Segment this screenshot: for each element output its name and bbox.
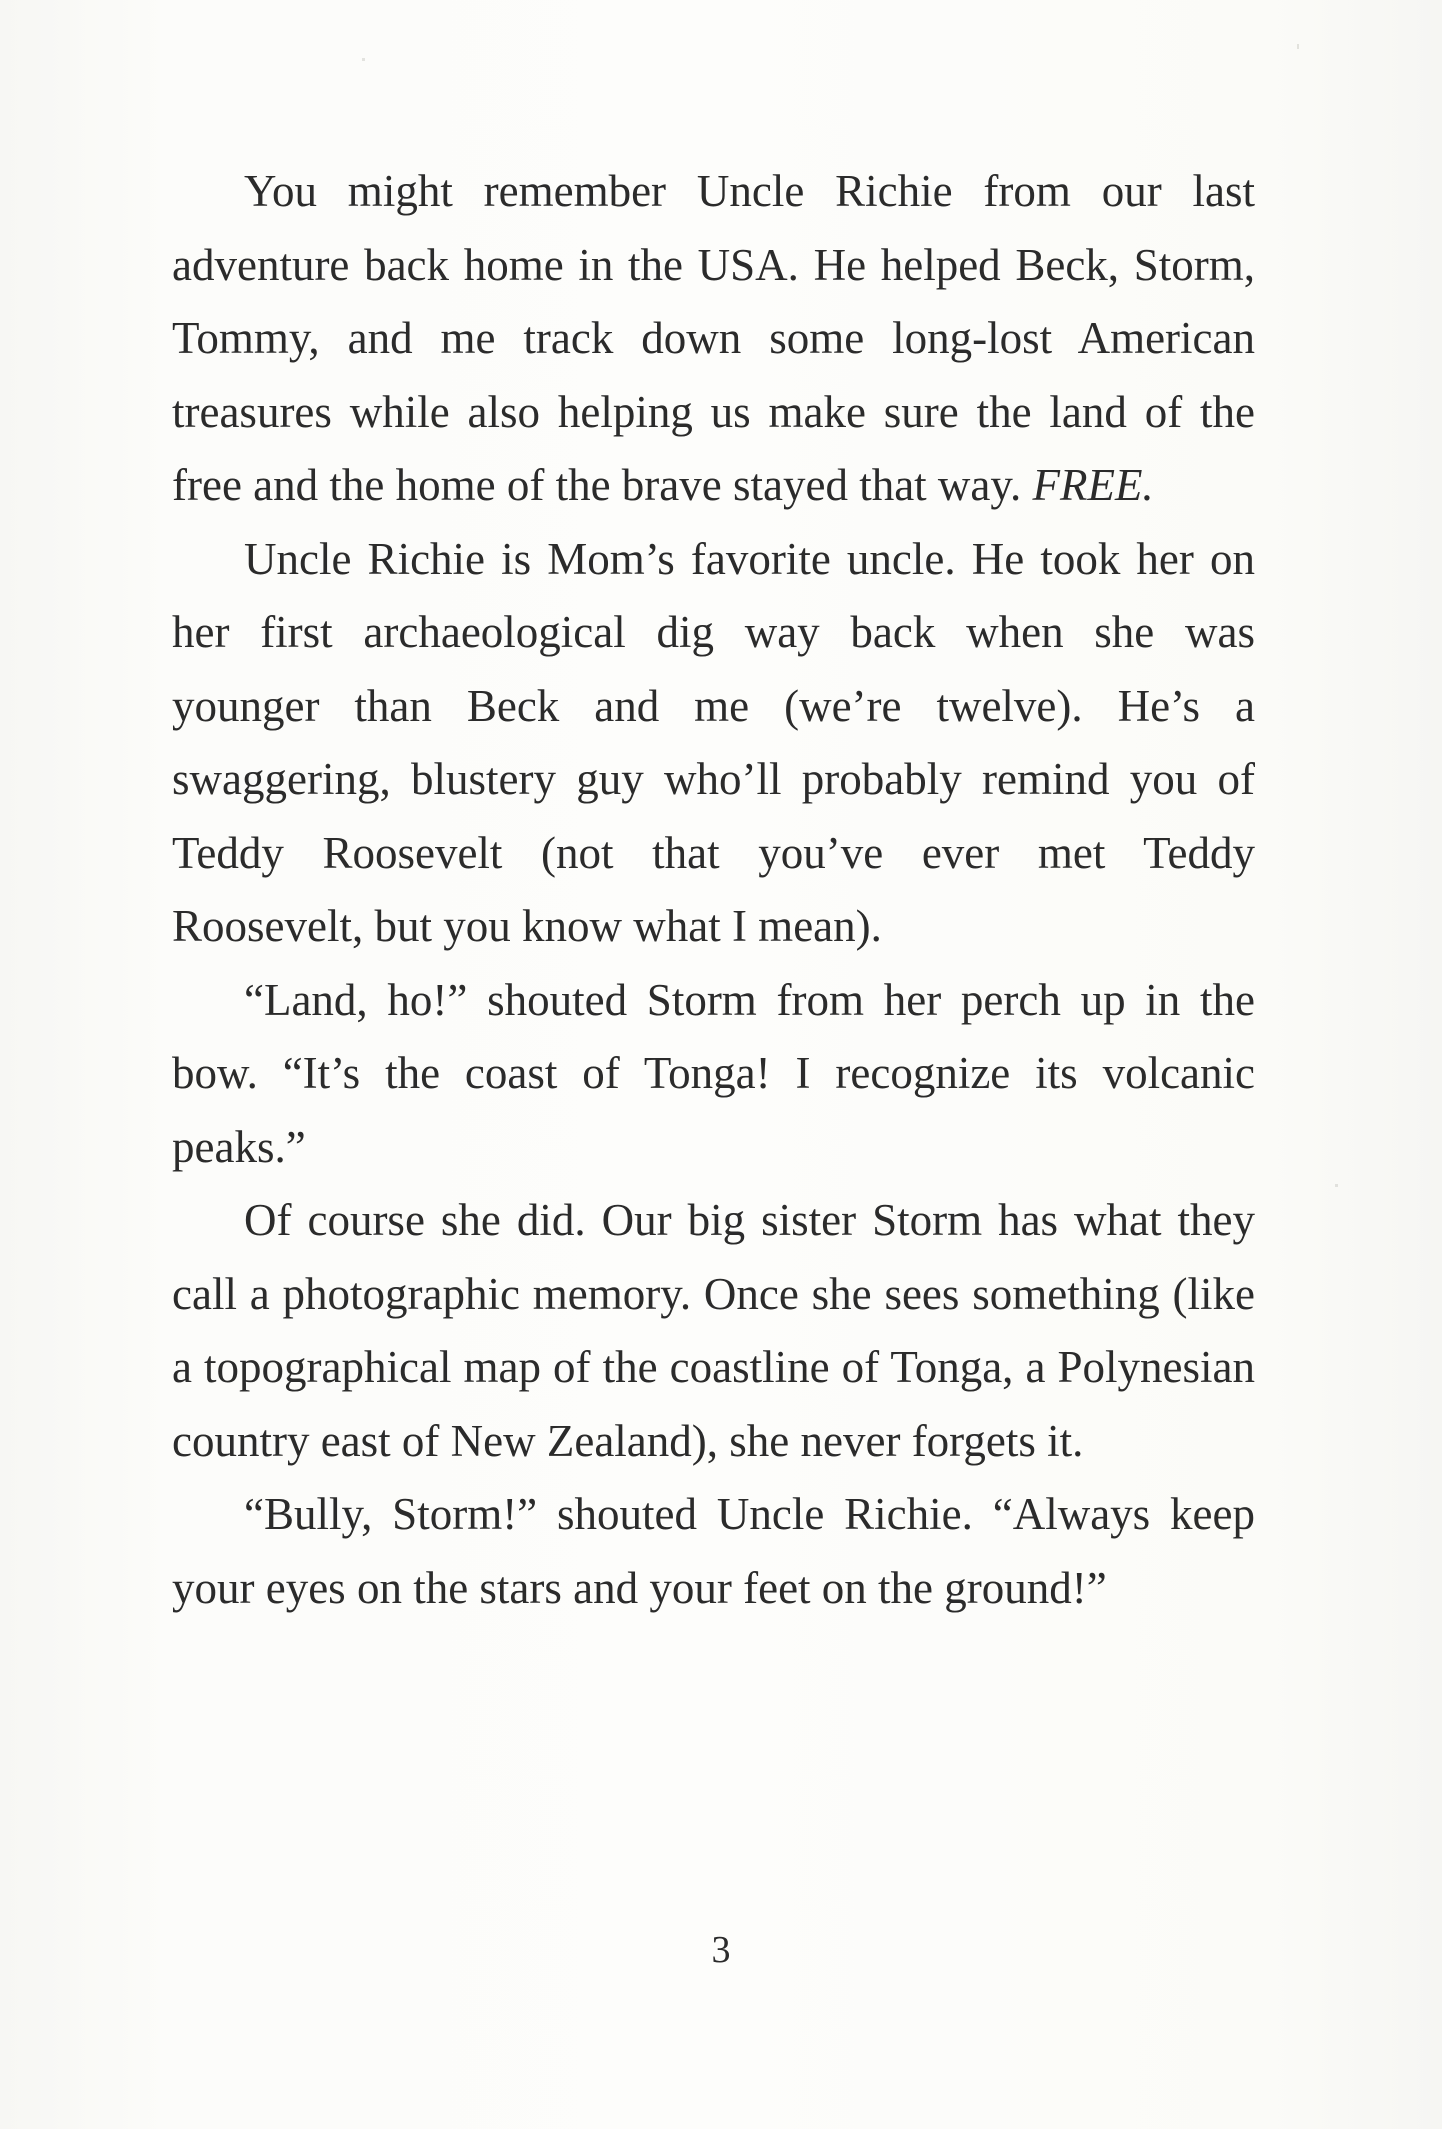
scan-speck bbox=[1335, 1184, 1338, 1187]
page-number: 3 bbox=[711, 1929, 731, 1971]
paragraph-text: Uncle Richie is Mom’s favorite uncle. He took her on her first archaeological dig way back when she was younger than Beck and me (we’re twelve). He’s a swaggering, blustery guy who’ll probably remind you of Teddy Roosevelt (not that you’ve ever met Teddy Roosevelt, but you know what I mean). bbox=[172, 533, 1255, 951]
emphasis-text: FREE. bbox=[1032, 460, 1154, 510]
paragraph-text: “Land, ho!” shouted Storm from her perch up in the bow. “It’s the coast of Tonga! I recognize its volcanic peaks.” bbox=[172, 974, 1255, 1172]
paragraph bbox=[172, 1478, 1255, 1625]
paragraph-text: You might remember Uncle Richie from our last adventure back home in the USA. He helped Beck, Storm, Tommy, and me track down some long-lost American treasures while also helping us make sure the land of the free and the home of the brave stayed that way. bbox=[172, 166, 1255, 510]
paragraph-text: “Bully, Storm!” shouted Uncle Richie. “Always keep your eyes on the stars and your feet on the ground!” bbox=[172, 1489, 1255, 1613]
scan-speck bbox=[1297, 44, 1299, 49]
scan-speck bbox=[362, 58, 365, 61]
paragraph bbox=[172, 1184, 1255, 1478]
paragraph bbox=[172, 964, 1255, 1185]
paragraph-text: Of course she did. Our big sister Storm has what they call a photographic memory. Once she sees something (like a topographical map of the coastline of Tonga, a Polynesian country east of New Zealand), she never forgets it. bbox=[172, 1195, 1255, 1466]
body-text bbox=[172, 155, 1255, 1625]
paragraph bbox=[172, 523, 1255, 964]
paragraph bbox=[172, 155, 1255, 523]
